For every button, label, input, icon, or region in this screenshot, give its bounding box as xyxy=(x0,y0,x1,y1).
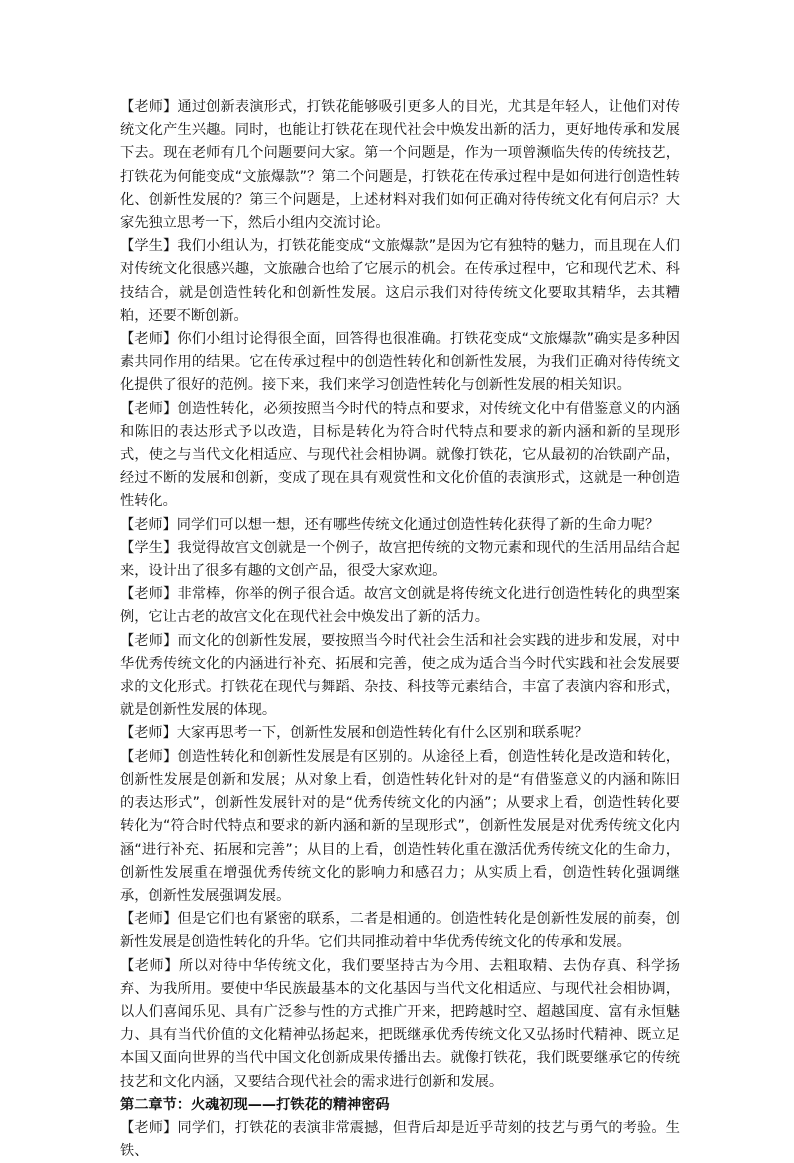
paragraph-text: 非常棒，你举的例子很合适。故宫文创就是将传统文化进行创造性转化的典型案例，它让古老的故宫文化在现代社会中焕发出了新的活力。 xyxy=(120,586,680,626)
speaker-label: 【老师】 xyxy=(120,632,178,649)
speaker-label: 【老师】 xyxy=(120,516,177,533)
paragraph-text: 创造性转化和创新性发展是有区别的。从途径上看，创造性转化是改造和转化，创新性发展是创新和发展；从对象上看，创造性转化针对的是“有借鉴意义的内涵和陈旧的表达形式”，创新性发展针对的是“优秀传统文化的内涵”；从要求上看，创造性转化要转化为“符合时代特点和要求的新内涵和新的呈现形式”，创新性发展是对优秀传统文化内涵“进行补充、拓展和完善”；从目的上看，创造性转化重在激活优秀传统文化的生命力，创新性发展重在增强优秀传统文化的影响力和感召力；从实质上看，创造性转化强调继承，创新性发展强调发展。 xyxy=(120,748,680,904)
dialogue-paragraph xyxy=(120,514,680,537)
dialogue-paragraph xyxy=(120,722,680,745)
paragraph-text: 创造性转化，必须按照当今时代的特点和要求，对传统文化中有借鉴意义的内涵和陈旧的表达形式予以改造，目标是转化为符合时代特点和要求的新内涵和新的呈现形式，使之与当代文化相适应、与现代社会相协调。就像打铁花，它从最初的冶铁副产品，经过不断的发展和创新，变成了现在具有观赏性和文化价值的表演形式，这就是一种创造性转化。 xyxy=(120,400,680,510)
dialogue-paragraph xyxy=(120,398,680,514)
speaker-label: 【老师】 xyxy=(120,400,178,417)
paragraph-text: 我觉得故宫文创就是一个例子，故宫把传统的文物元素和现代的生活用品结合起来，设计出了很多有趣的文创产品，很受大家欢迎。 xyxy=(120,539,680,580)
paragraph-text: 但是它们也有紧密的联系，二者是相通的。创造性转化是创新性发展的前奏，创新性发展是创造性转化的升华。它们共同推动着中华优秀传统文化的传承和发展。 xyxy=(120,911,680,951)
paragraph-text: 你们小组讨论得很全面，回答得也很准确。打铁花变成“文旅爆款”确实是多种因素共同作用的结果。它在传承过程中的创造性转化和创新性发展，为我们正确对待传统文化提供了很好的范例。接下来，我们来学习创造性转化与创新性发展的相关知识。 xyxy=(120,331,680,394)
speaker-label: 【学生】 xyxy=(120,539,178,556)
paragraph-text: 所以对待中华传统文化，我们要坚持古为今用、去粗取精、去伪存真、科学扬弃、为我所用。要使中华民族最基本的文化基因与当代文化相适应、与现代社会相协调，以人们喜闻乐见、具有广泛参与性的方式推广开来，把跨越时空、超越国度、富有永恒魅力、具有当代价值的文化精神弘扬起来，把既继承优秀传统文化又弘扬时代精神、既立足本国又面向世界的当代中国文化创新成果传播出去。就像打铁花，我们既要继承它的传统技艺和文化内涵，又要结合现代社会的需求进行创新和发展。 xyxy=(120,957,680,1090)
dialogue-paragraph xyxy=(120,96,680,235)
dialogue-paragraph xyxy=(120,908,680,954)
dialogue-paragraph xyxy=(120,746,680,908)
speaker-label: 【老师】 xyxy=(120,957,180,974)
speaker-label: 【老师】 xyxy=(120,911,178,928)
section-heading: 第二章节：火魂初现——打铁花的精神密码 xyxy=(120,1096,390,1113)
dialogue-paragraph xyxy=(120,630,680,723)
paragraph-text: 大家再思考一下，创新性发展和创造性转化有什么区别和联系呢？ xyxy=(176,725,589,742)
dialogue-paragraph xyxy=(120,235,680,328)
speaker-label: 【老师】 xyxy=(120,725,177,742)
speaker-label: 【学生】 xyxy=(120,238,178,255)
speaker-label: 【老师】 xyxy=(120,331,178,348)
document-page xyxy=(120,96,680,1163)
speaker-label: 【老师】 xyxy=(120,1119,178,1136)
paragraph-text: 同学们，打铁花的表演非常震撼，但背后却是近乎苛刻的技艺与勇气的考验。生铁、 xyxy=(120,1119,680,1160)
paragraph-text: 我们小组认为，打铁花能变成“文旅爆款”是因为它有独特的魅力，而且现在人们对传统文化很感兴趣，文旅融合也给了它展示的机会。在传承过程中，它和现代艺术、科技结合，就是创造性转化和创新性发展。这启示我们对待传统文化要取其精华，去其糟粕，还要不断创新。 xyxy=(120,238,680,324)
paragraph-text: 通过创新表演形式，打铁花能够吸引更多人的目光，尤其是年轻人，让他们对传统文化产生兴趣。同时，也能让打铁花在现代社会中焕发出新的活力，更好地传承和发展下去。现在老师有几个问题要问大家。第一个问题是，作为一项曾濒临失传的传统技艺，打铁花为何能变成“文旅爆款”？第二个问题是，打铁花在传承过程中是如何进行创造性转化、创新性发展的？第三个问题是，上述材料对我们如何正确对待传统文化有何启示？大家先独立思考一下，然后小组内交流讨论。 xyxy=(120,99,680,232)
speaker-label: 【老师】 xyxy=(120,586,178,603)
paragraph-text: 同学们可以想一想，还有哪些传统文化通过创造性转化获得了新的生命力呢？ xyxy=(176,516,660,533)
dialogue-paragraph xyxy=(120,1117,680,1163)
speaker-label: 【老师】 xyxy=(120,99,178,115)
dialogue-paragraph xyxy=(120,955,680,1094)
dialogue-paragraph xyxy=(120,583,680,629)
dialogue-paragraph xyxy=(120,328,680,398)
paragraph-text: 而文化的创新性发展，要按照当今时代社会生活和社会实践的进步和发展，对中华优秀传统文化的内涵进行补充、拓展和完善，使之成为适合当今时代实践和社会发展要求的文化形式。打铁花在现代与舞蹈、杂技、科技等元素结合，丰富了表演内容和形式，就是创新性发展的体现。 xyxy=(120,632,680,719)
speaker-label: 【老师】 xyxy=(120,748,178,765)
dialogue-paragraph xyxy=(120,537,680,583)
